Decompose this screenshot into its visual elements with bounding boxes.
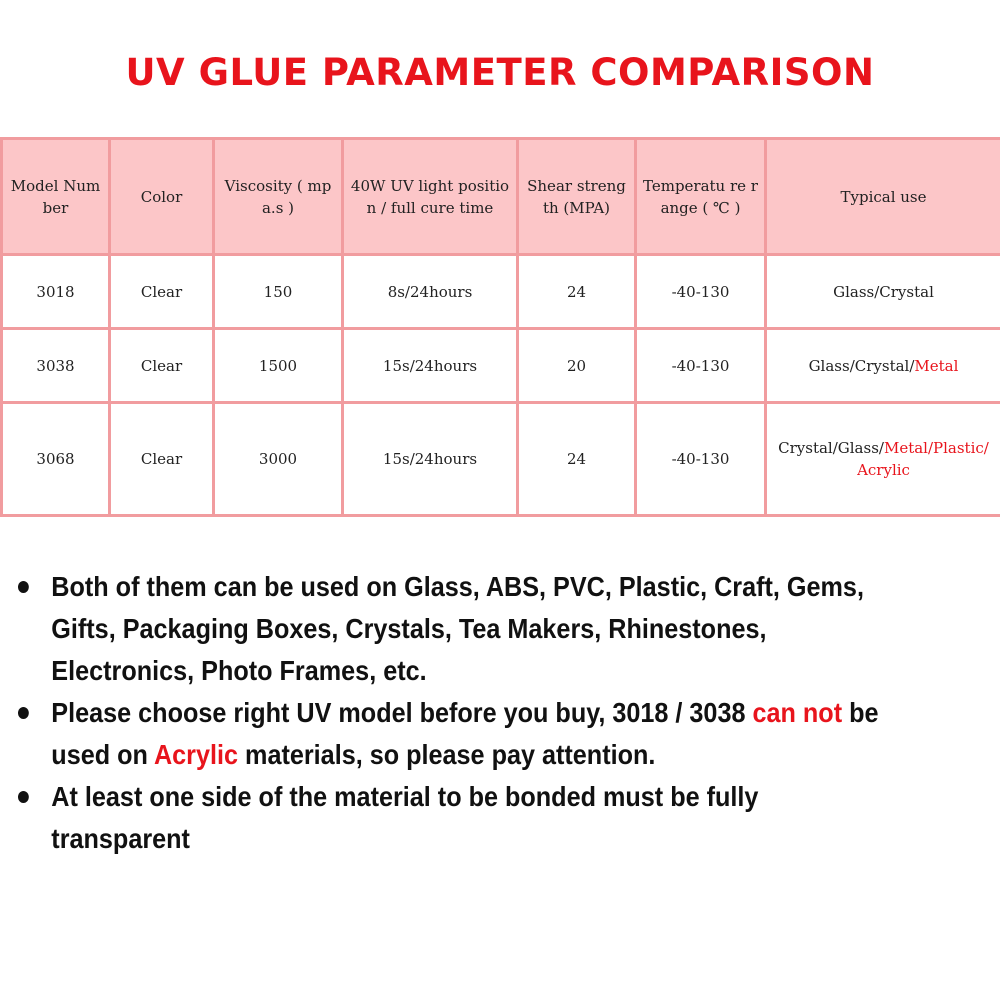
cell-viscosity: 3000: [214, 403, 343, 516]
cell-shear-strength: 20: [518, 329, 636, 403]
cell-shear-strength: 24: [518, 255, 636, 329]
use-text-highlight: Metal/Plastic/Acrylic: [857, 439, 989, 479]
note-warning-text: Acrylic: [153, 739, 239, 770]
cell-typical-use: [766, 255, 1000, 329]
cell-temperature: -40-130: [636, 255, 766, 329]
cell-cure-time: 15s/24hours: [343, 329, 518, 403]
header-typical-use: Typical use: [766, 139, 1000, 255]
cell-model: 3038: [2, 329, 110, 403]
cell-viscosity: 150: [214, 255, 343, 329]
header-cure-time: 40W UV light position / full cure time: [343, 139, 518, 255]
cell-model: 3018: [2, 255, 110, 329]
cell-viscosity: 1500: [214, 329, 343, 403]
page-title: UV GLUE PARAMETER COMPARISON: [125, 51, 875, 94]
table-row: [2, 329, 1000, 403]
bullet-icon: [18, 791, 29, 803]
cell-temperature: -40-130: [636, 329, 766, 403]
bullet-icon: [18, 707, 29, 719]
cell-color: Clear: [110, 255, 214, 329]
use-text: Glass/Crystal: [833, 282, 934, 301]
cell-cure-time: 15s/24hours: [343, 403, 518, 516]
note-text: At least one side of the material to be bonded must be fully transparent: [51, 781, 759, 854]
note-item: [18, 692, 891, 776]
use-text-highlight: Metal: [914, 356, 959, 375]
cell-shear-strength: 24: [518, 403, 636, 516]
table-row: [2, 255, 1000, 329]
header-shear-strength: Shear strength (MPA): [518, 139, 636, 255]
table-header-row: [2, 139, 1000, 255]
note-warning-text: can not: [752, 697, 843, 728]
note-text: Please choose right UV model before you buy, 3018 / 3038: [51, 697, 753, 728]
cell-typical-use: [766, 329, 1000, 403]
cell-typical-use: [766, 403, 1000, 516]
parameter-table: [0, 137, 1000, 517]
notes-list: [18, 566, 891, 860]
use-text: Crystal/Glass/: [778, 439, 884, 457]
header-color: Color: [110, 139, 214, 255]
note-item: [18, 566, 891, 692]
note-text: materials, so please pay attention.: [238, 739, 656, 770]
cell-model: 3068: [2, 403, 110, 516]
table-row: [2, 403, 1000, 516]
use-text: Glass/Crystal/: [808, 356, 915, 375]
note-item: [18, 776, 891, 860]
header-model-number: Model Number: [2, 139, 110, 255]
note-text: Both of them can be used on Glass, ABS, PVC, Plastic, Craft, Gems, Gifts, Packaging Boxes, Crystals, Tea Makers, Rhinestones, Electronics, Photo Frames, etc.: [51, 571, 864, 686]
header-temperature-range: Temperatu re range ( ℃ ): [636, 139, 766, 255]
cell-cure-time: 8s/24hours: [343, 255, 518, 329]
header-viscosity: Viscosity ( mpa.s ): [214, 139, 343, 255]
bullet-icon: [18, 581, 29, 593]
cell-color: Clear: [110, 329, 214, 403]
cell-color: Clear: [110, 403, 214, 516]
note-text: be used on: [51, 697, 879, 770]
cell-temperature: -40-130: [636, 403, 766, 516]
